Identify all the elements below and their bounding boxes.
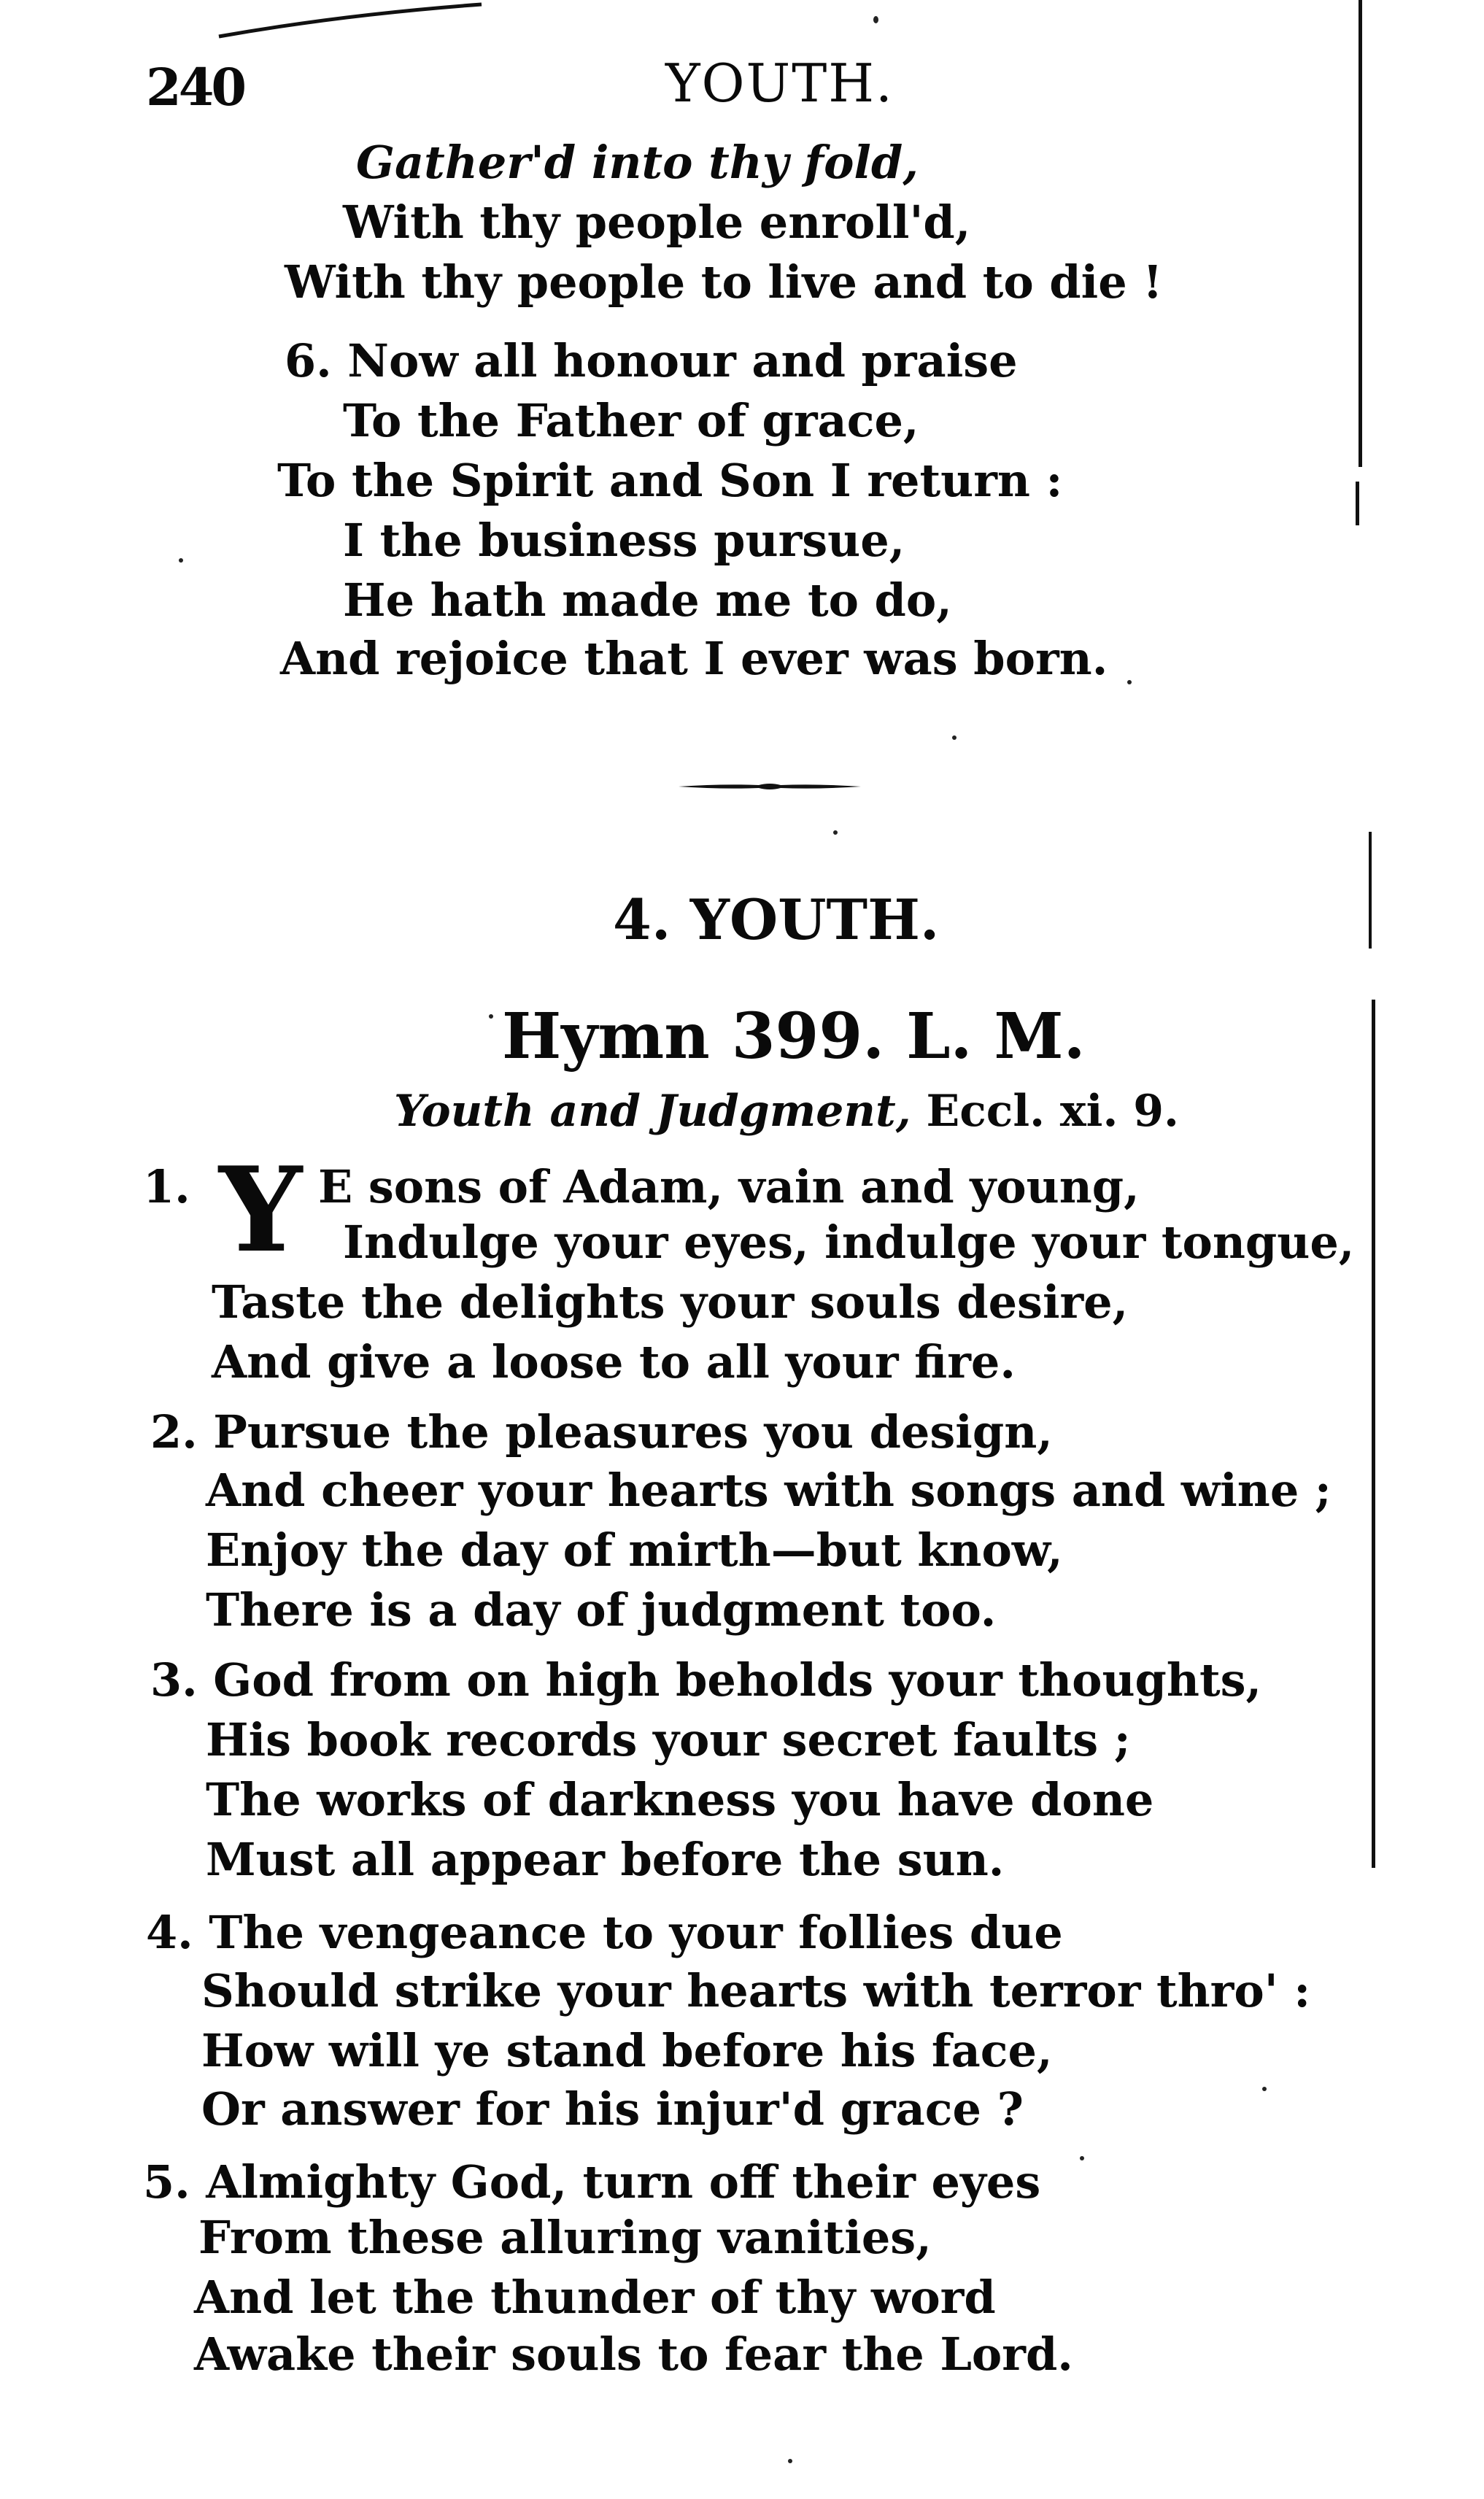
verse-line: With thy people to live and to die ! bbox=[285, 255, 1163, 309]
speck bbox=[1262, 2087, 1267, 2091]
verse-line: And rejoice that I ever was born. bbox=[280, 632, 1108, 685]
drop-cap: Y bbox=[219, 1141, 303, 1278]
ornament-rule bbox=[679, 782, 861, 791]
verse-line: The works of darkness you have done bbox=[206, 1773, 1154, 1826]
speck bbox=[489, 1014, 493, 1019]
speck bbox=[833, 830, 838, 835]
verse-line: 4. The vengeance to your follies due bbox=[146, 1906, 1063, 1959]
speck bbox=[788, 2459, 792, 2463]
verse-line: 3. God from on high beholds your thoughts, bbox=[150, 1653, 1262, 1707]
verse-line: To the Spirit and Son I return : bbox=[277, 454, 1063, 507]
verse-line: He hath made me to do, bbox=[343, 573, 952, 627]
verse-line: Indulge your eyes, indulge your tongue, bbox=[343, 1216, 1355, 1269]
verse-line: Gather'd into thy fold, bbox=[356, 136, 919, 189]
speck bbox=[873, 16, 878, 23]
speck bbox=[952, 735, 957, 740]
verse-line: And give a loose to all your fire. bbox=[212, 1335, 1016, 1388]
speck bbox=[179, 558, 183, 563]
verse-line: 2. Pursue the pleasures you design, bbox=[150, 1405, 1053, 1459]
page-edge-line bbox=[1369, 832, 1372, 949]
verse-line: Awake their souls to fear the Lord. bbox=[194, 2328, 1073, 2381]
page-edge-line bbox=[1372, 1000, 1375, 1868]
stanza-number: 1. bbox=[143, 1160, 190, 1213]
verse-line: Or answer for his injur'd grace ? bbox=[201, 2082, 1024, 2136]
running-head: YOUTH. bbox=[665, 53, 894, 114]
verse-line: To the Father of grace, bbox=[343, 394, 919, 447]
verse-line: 6. Now all honour and praise bbox=[285, 334, 1018, 387]
verse-line: Must all appear before the sun. bbox=[206, 1833, 1005, 1886]
verse-line: And let the thunder of thy word bbox=[194, 2271, 996, 2324]
verse-line: Should strike your hearts with terror thro' : bbox=[201, 1964, 1311, 2017]
section-title: 4. YOUTH. bbox=[613, 887, 940, 952]
pen-stroke bbox=[212, 0, 489, 44]
verse-line: Taste the delights your souls desire, bbox=[212, 1275, 1129, 1329]
verse-line: From these alluring vanities, bbox=[198, 2211, 932, 2264]
verse-line: How will ye stand before his face, bbox=[201, 2024, 1053, 2077]
verse-line: There is a day of judgment too. bbox=[206, 1583, 997, 1637]
verse-line: His book records your secret faults ; bbox=[206, 1713, 1131, 1766]
page-edge-line bbox=[1359, 0, 1362, 467]
hymn-title: Hymn 399. L. M. bbox=[502, 1000, 1086, 1073]
verse-line: I the business pursue, bbox=[343, 514, 905, 567]
verse-line: And cheer your hearts with songs and wine ; bbox=[206, 1464, 1332, 1517]
page-edge-line bbox=[1356, 482, 1359, 525]
scripture-reference: Eccl. xi. 9. bbox=[911, 1086, 1179, 1137]
verse-line: With thy people enroll'd, bbox=[343, 196, 971, 249]
verse-line: E sons of Adam, vain and young, bbox=[318, 1160, 1140, 1213]
page-number: 240 bbox=[146, 57, 244, 117]
verse-line: Enjoy the day of mirth—but know, bbox=[206, 1523, 1063, 1577]
speck bbox=[1080, 2156, 1084, 2160]
subtitle-italic: Youth and Judgment, bbox=[394, 1086, 911, 1137]
speck bbox=[1127, 680, 1132, 684]
verse-line: 5. Almighty God, turn off their eyes bbox=[143, 2155, 1041, 2209]
hymn-subtitle bbox=[394, 1086, 1179, 1137]
